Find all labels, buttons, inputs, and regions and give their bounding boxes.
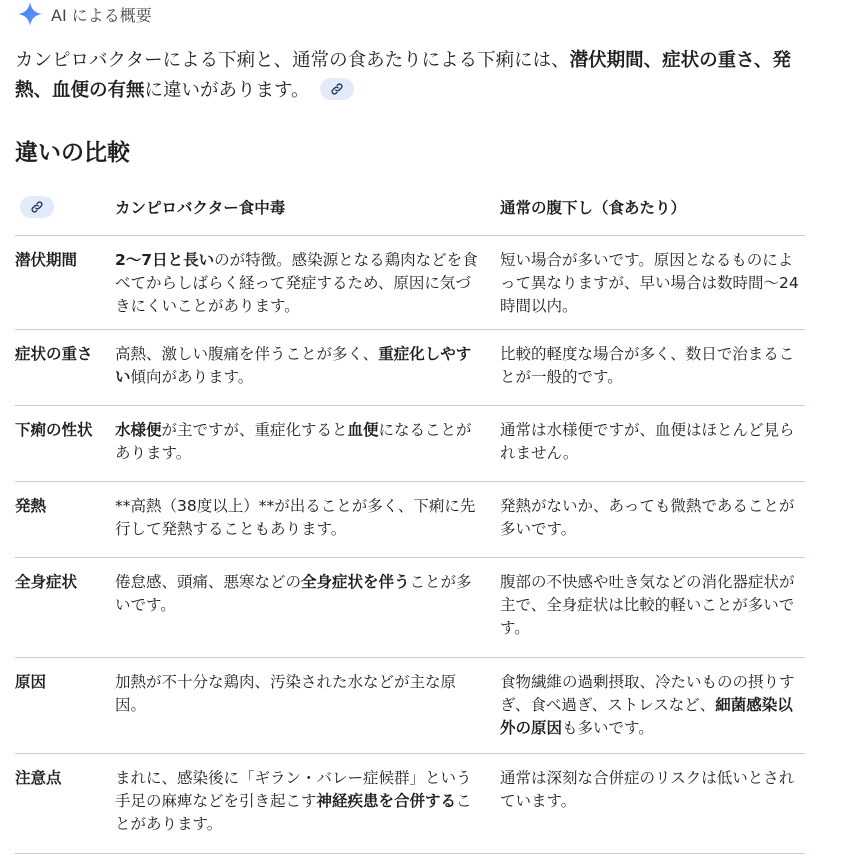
campylobacter-cell <box>115 343 500 405</box>
intro-paragraph <box>15 46 815 106</box>
intro-bold-2: 無 <box>126 80 145 101</box>
cell-text: まれに、感染後に「ギラン・バレー症候群」という手足の麻痺などを引き起こす <box>115 769 472 810</box>
cell-text: 神経疾患を合併する <box>316 792 457 810</box>
cell-text: 加熱が不十分な鶏肉、汚染された水などが主な原因。 <box>115 673 457 714</box>
intro-bold-1: 潜伏期間、症状の重さ、発熱、血便の有 <box>15 50 791 101</box>
cell-text: 傾向があります。 <box>130 368 254 386</box>
table-row <box>15 658 805 754</box>
normal-cell <box>500 671 805 753</box>
intro-text-2: に違いがあります。 <box>144 80 310 101</box>
cell-text: 食物繊維の過剰摂取、冷たいものの摂りすぎ、食べ過ぎ、ストレスなど、 <box>500 673 795 714</box>
table-header-row <box>15 182 805 236</box>
row-label: 発熱 <box>15 497 47 515</box>
cell-text: ことがあります。 <box>115 792 472 833</box>
table-row <box>15 406 805 482</box>
cell-text: 腹部の不快感や吐き気などの消化器症状が主で、全身症状は比較的軽いことが多いです。 <box>500 573 795 637</box>
cell-text: 倦怠感、頭痛、悪寒などの <box>115 573 302 591</box>
cell-text: **高熱（38度以上）**が出ることが多く、下痢に先行して発熱することもあります。 <box>115 497 476 538</box>
cell-text: 比較的軽度な場合が多く、数日で治まることが一般的です。 <box>500 345 795 386</box>
cell-text: 2〜7日と長い <box>115 251 215 269</box>
table-row <box>15 236 805 330</box>
table-header-normal: 通常の腹下し（食あたり） <box>500 199 687 217</box>
intro-link-button[interactable] <box>320 78 354 100</box>
table-row <box>15 754 805 854</box>
cell-text: ことが多いです。 <box>115 573 472 614</box>
table-row <box>15 330 805 406</box>
comparison-table <box>15 182 805 854</box>
row-label: 注意点 <box>15 769 62 787</box>
row-label: 原因 <box>15 673 47 691</box>
link-icon <box>30 200 44 214</box>
section-title: 違いの比較 <box>15 140 130 166</box>
gemini-sparkle-icon <box>17 1 43 27</box>
campylobacter-cell <box>115 767 500 853</box>
row-label: 症状の重さ <box>15 345 93 363</box>
cell-text: 重症化しやすい <box>115 345 472 386</box>
normal-cell <box>500 571 805 657</box>
table-header-campylobacter: カンピロバクター食中毒 <box>115 199 286 217</box>
link-icon <box>330 82 344 96</box>
row-label: 潜伏期間 <box>15 251 78 269</box>
cell-text: 細菌感染以外の原因 <box>500 696 793 737</box>
cell-text: になることがあります。 <box>115 421 472 462</box>
cell-text: 全身症状を伴う <box>301 573 410 591</box>
cell-text: 水様便 <box>115 421 162 439</box>
normal-cell <box>500 495 805 557</box>
cell-text: 短い場合が多いです。原因となるものによって異なりますが、早い場合は数時間〜24時間以内。 <box>500 251 799 315</box>
table-row <box>15 482 805 558</box>
table-row <box>15 558 805 658</box>
cell-text: 通常は深刻な合併症のリスクは低いとされています。 <box>500 769 795 810</box>
campylobacter-cell <box>115 249 500 329</box>
row-label: 下痢の性状 <box>15 421 93 439</box>
cell-text: が主ですが、重症化すると <box>161 421 348 439</box>
cell-text: のが特徴。感染源となる鶏肉などを食べてからしばらく経って発症するため、原因に気づきにくいことがあります。 <box>115 251 478 315</box>
normal-cell <box>500 767 805 853</box>
campylobacter-cell <box>115 571 500 657</box>
row-label: 全身症状 <box>15 573 78 591</box>
cell-text: 発熱がないか、あっても微熱であることが多いです。 <box>500 497 795 538</box>
ai-overview-title: AI による概要 <box>51 5 152 25</box>
campylobacter-cell <box>115 419 500 481</box>
cell-text: 高熱、激しい腹痛を伴うことが多く、 <box>115 345 379 363</box>
table-link-button[interactable] <box>20 196 54 218</box>
campylobacter-cell <box>115 495 500 557</box>
normal-cell <box>500 419 805 481</box>
normal-cell <box>500 249 805 329</box>
cell-text: 通常は水様便ですが、血便はほとんど見られません。 <box>500 421 795 462</box>
table-header-cell-1 <box>15 196 115 221</box>
cell-text: 血便 <box>347 421 379 439</box>
intro-text-1: カンピロバクターによる下痢と、通常の食あたりによる下痢には、 <box>15 50 570 71</box>
cell-text: も多いです。 <box>562 719 654 737</box>
ai-overview-header <box>17 0 152 28</box>
normal-cell <box>500 343 805 405</box>
campylobacter-cell <box>115 671 500 753</box>
